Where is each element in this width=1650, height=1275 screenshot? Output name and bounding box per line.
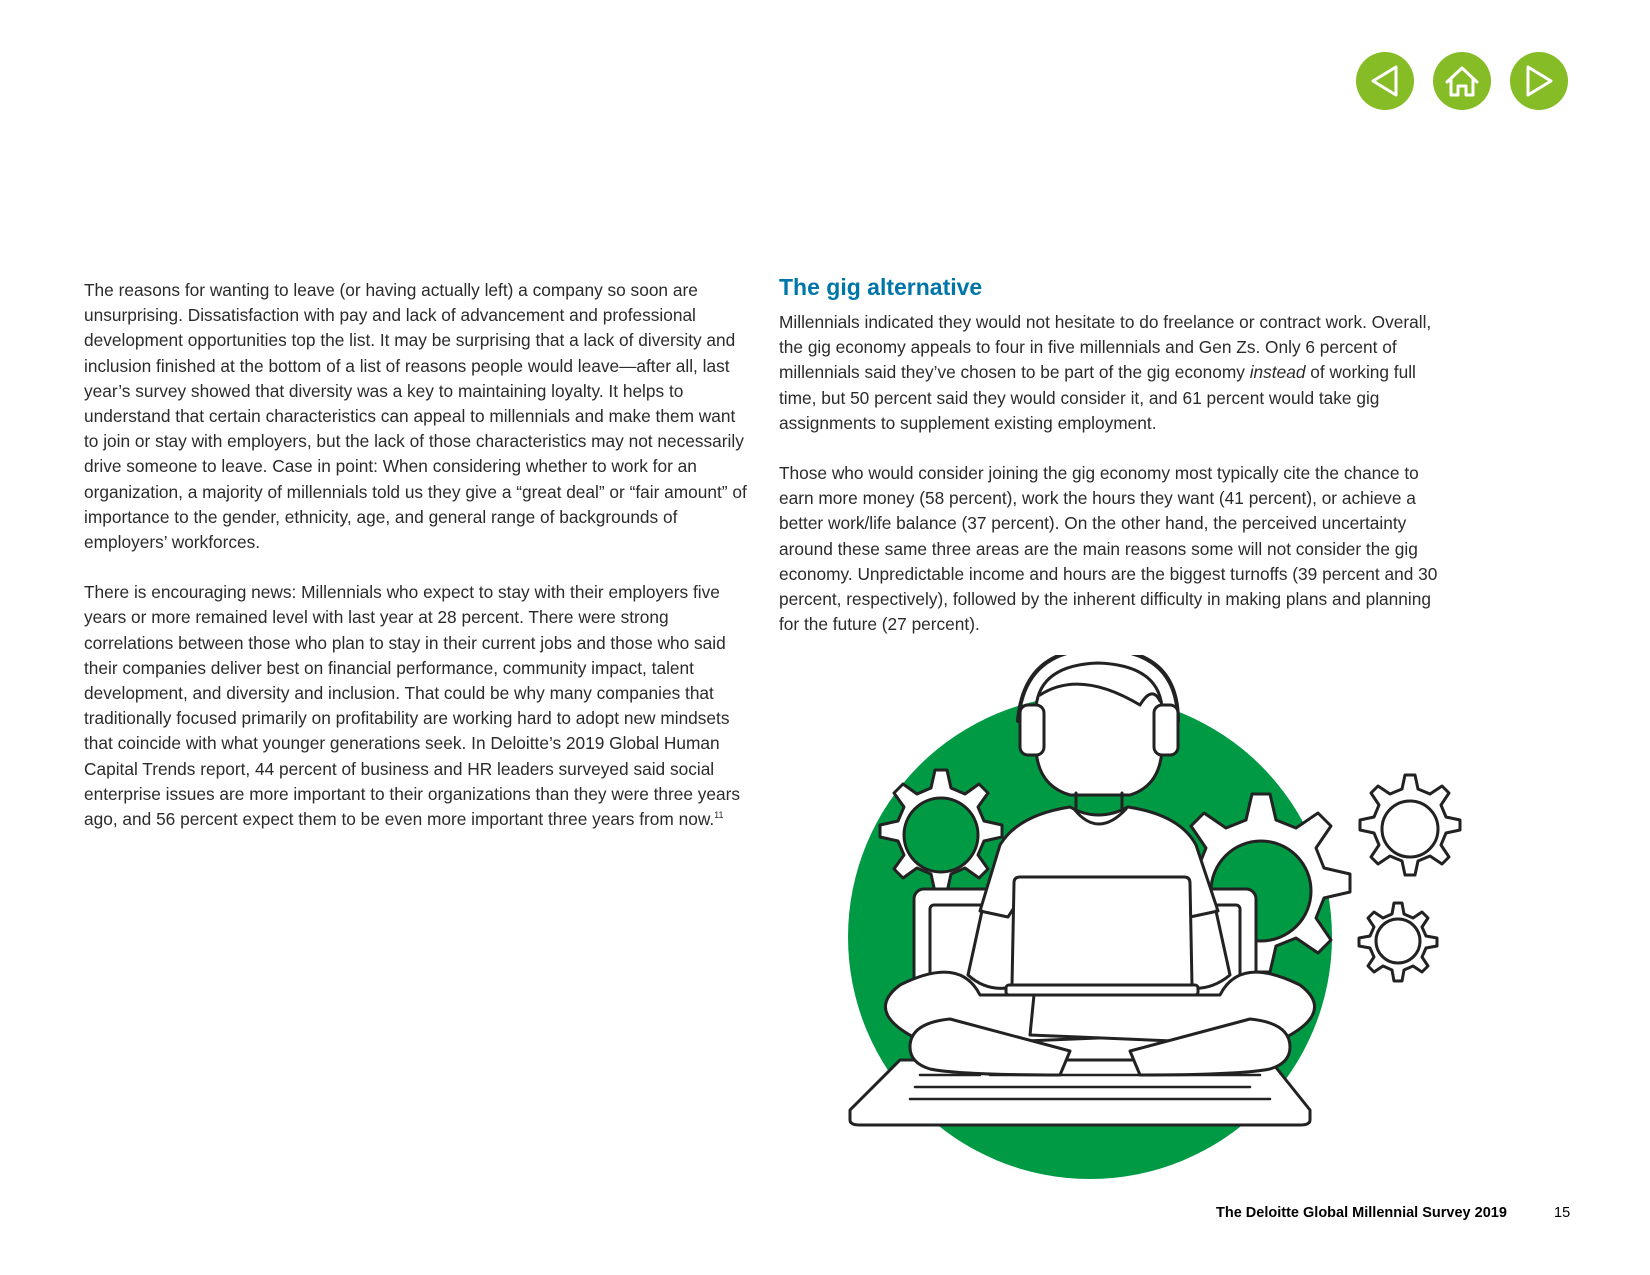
- body-text: of working full time, but 50 percent said they would consider it, and 61 percent would take gig assignments to supplement existing employment.: [779, 362, 1416, 433]
- previous-page-button[interactable]: [1356, 52, 1414, 110]
- chevron-right-triangle-icon: [1510, 52, 1568, 110]
- next-page-button[interactable]: [1510, 52, 1568, 110]
- body-paragraph: The reasons for wanting to leave (or having actually left) a company so soon are unsurprising. Dissatisfaction with pay and lack of advancement and professional development opportunities top the list. It may be surprising that a lack of diversity and inclusion finished at the bottom of a list of reasons people would leave—after all, last year’s survey showed that diversity was a key to maintaining loyalty. It helps to understand that certain characteristics can appeal to millennials and make them want to join or stay with employers, but the lack of those characteristics may not necessarily drive someone to leave. Case in point: When considering whether to work for an organization, a majority of millennials told us they give a “great deal” or “fair amount” of importance to the gender, ethnicity, age, and general range of backgrounds of employers’ workforces.: [84, 280, 747, 553]
- home-button[interactable]: [1433, 52, 1491, 110]
- body-paragraph: Those who would consider joining the gig economy most typically cite the chance to earn more money (58 percent), work the hours they want (41 percent), or achieve a better work/life balance (37 percent). On the other hand, the perceived uncertainty around these same three areas are the main reasons some will not consider the gig economy. Unpredictable income and hours are the biggest turnoffs (39 percent and 30 percent, respectively), followed by the inherent difficulty in making plans and planning for the future (27 percent).: [779, 463, 1438, 635]
- footer-page-number: 15: [1554, 1205, 1571, 1221]
- footer-report-title: The Deloitte Global Millennial Survey 2019: [1216, 1205, 1507, 1221]
- body-paragraph-text: There is encouraging news: Millennials who expect to stay with their employers five years or more remained level with last year at 28 percent. There were strong correlations between those who plan to stay in their current jobs and those who said their companies deliver best on financial performance, community impact, talent development, and diversity and inclusion. That could be why many companies that traditionally focused primarily on profitability are working hard to adopt new mindsets that coincide with what younger generations seek. In Deloitte’s 2019 Global Human Capital Trends report, 44 percent of business and HR leaders surveyed said social enterprise issues are more important to their organizations than they were three years ago, and 56 percent expect them to be even more important three years from now.: [84, 582, 741, 830]
- page-navigation: [1356, 52, 1568, 110]
- left-column: [84, 278, 754, 857]
- home-icon: [1433, 52, 1491, 110]
- section-heading: The gig alternative: [779, 274, 983, 300]
- right-column: [779, 272, 1449, 662]
- emphasis-text: instead: [1249, 362, 1306, 383]
- body-text: Millennials indicated they would not hesitate to do freelance or contract work. Overall, the gig economy appeals to four in five millennials and Gen Zs. Only 6 percent of millennials said they’ve chosen to be part of the gig economy: [779, 312, 1432, 383]
- chevron-left-triangle-icon: [1356, 52, 1414, 110]
- body-paragraph: [84, 580, 754, 832]
- footnote-reference[interactable]: 11: [714, 810, 724, 821]
- body-paragraph: [779, 310, 1449, 436]
- person-with-laptop-and-gears-illustration: [840, 655, 1480, 1195]
